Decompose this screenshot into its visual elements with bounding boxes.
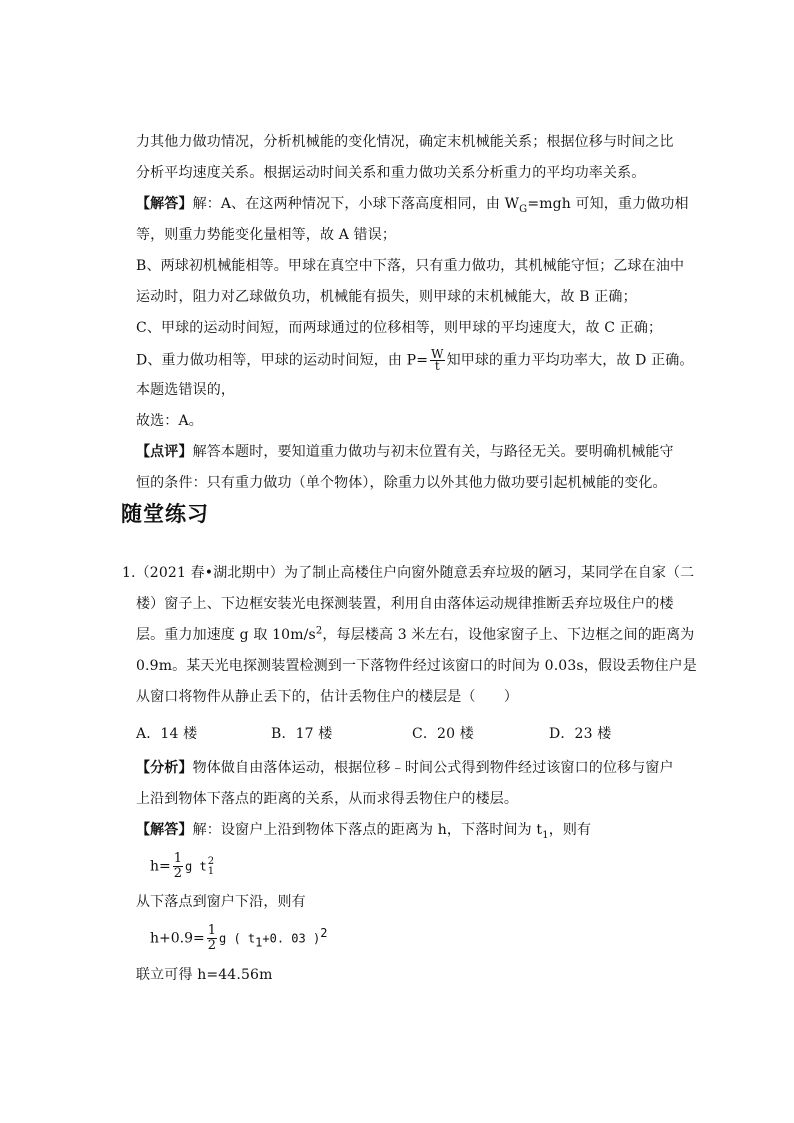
text-line: 联立可得 h=44.56m — [136, 967, 273, 983]
text-line: 分析平均速度关系。根据运动时间关系和重力做功关系分析重力的平均功率关系。 — [136, 165, 646, 181]
question-line: 层。重力加速度 g 取 $10m/s^2$，每层楼高 3 米左右，设他家窗子上、下边框之间的距离为 — [136, 625, 695, 643]
text-line: 恒的条件：只有重力做功（单个物体），除重力以外其他力做功要引起机械能的变化。 — [136, 475, 667, 491]
option-d[interactable]: D．23 楼 — [549, 726, 612, 742]
option-c[interactable]: C．20 楼 — [412, 726, 474, 742]
fraction: $\frac{1}{2}$ — [173, 851, 183, 881]
text-line: B、两球初机械能相等。甲球在真空中下落，只有重力做功，其机械能守恒；乙球在油中 — [136, 258, 685, 274]
formula-2: h+0.9= $\frac{1}{2}$ g ( $t_1+0$. 03 )$^2$ — [150, 923, 328, 953]
comment-tag: 【点评】 — [136, 444, 193, 460]
text-line: 等，则重力势能变化量相等，故 A 错误； — [136, 227, 397, 243]
text-line: 上沿到物体下落点的距离的关系，从而求得丢物住户的楼层。 — [136, 791, 519, 807]
text-line: 故选：A。 — [136, 413, 203, 429]
comment-line: 【点评】解答本题时，要知道重力做功与初末位置有关，与路径无关。要明确机械能守 — [136, 444, 674, 460]
text-line: 运动时，阻力对乙球做负功，机械能有损失，则甲球的末机械能大，故 B 正确； — [136, 289, 637, 305]
question-line: 1.（2021 春•湖北期中）为了制止高楼住户向窗外随意丢弃垃圾的陋习，某同学在自家（二 — [122, 565, 695, 581]
text-line: 力其他力做功情况，分析机械能的变化情况，确定末机械能关系；根据位移与时间之比 — [136, 134, 674, 150]
analysis-line: 【分析】物体做自由落体运动，根据位移﹣时间公式得到物件经过该窗口的位移与窗户 — [136, 760, 674, 776]
options-row — [136, 724, 656, 744]
fraction: $\frac{1}{2}$ — [207, 923, 217, 953]
analysis-tag: 【分析】 — [136, 760, 193, 776]
answer-tag: 【解答】 — [136, 822, 193, 838]
answer-line: 【解答】解：设窗户上沿到物体下落点的距离为 h，下落时间为 $t_1$，则有 — [136, 822, 592, 841]
text-line: D、重力做功相等，甲球的运动时间短，由 P= $\frac{W}{t}$ 知甲球的重力平均功率大，故 D 正确。 — [136, 347, 694, 373]
option-b[interactable]: B．17 楼 — [271, 726, 333, 742]
fraction: $\frac{W}{t}$ — [431, 347, 444, 373]
question-line: 楼）窗子上、下边框安装光电探测装置，利用自由落体运动规律推断丢弃垃圾住户的楼 — [136, 596, 674, 612]
question-line: 0.9m。某天光电探测装置检测到一下落物件经过该窗口的时间为 0.03s，假设丢物住户是 — [136, 658, 697, 674]
answer-tag: 【解答】 — [136, 196, 193, 212]
question-line: 从窗口将物件从静止丢下的，估计丢物住户的楼层是（ ） — [136, 689, 519, 705]
text-line: C、甲球的运动时间短，而两球通过的位移相等，则甲球的平均速度大，故 C 正确； — [136, 320, 663, 336]
answer-line: 【解答】解：A、在这两种情况下，小球下落高度相同，由 $W_G=mgh$ 可知，重力做功相 — [136, 196, 689, 215]
section-title: 随堂练习 — [121, 502, 209, 526]
formula-1: h= $\frac{1}{2}$ g t 2 1 — [150, 851, 215, 881]
text-line: 本题选错误的， — [136, 382, 236, 398]
option-a[interactable]: A．14 楼 — [136, 726, 198, 742]
text-line: 从下落点到窗户下沿，则有 — [136, 894, 306, 910]
